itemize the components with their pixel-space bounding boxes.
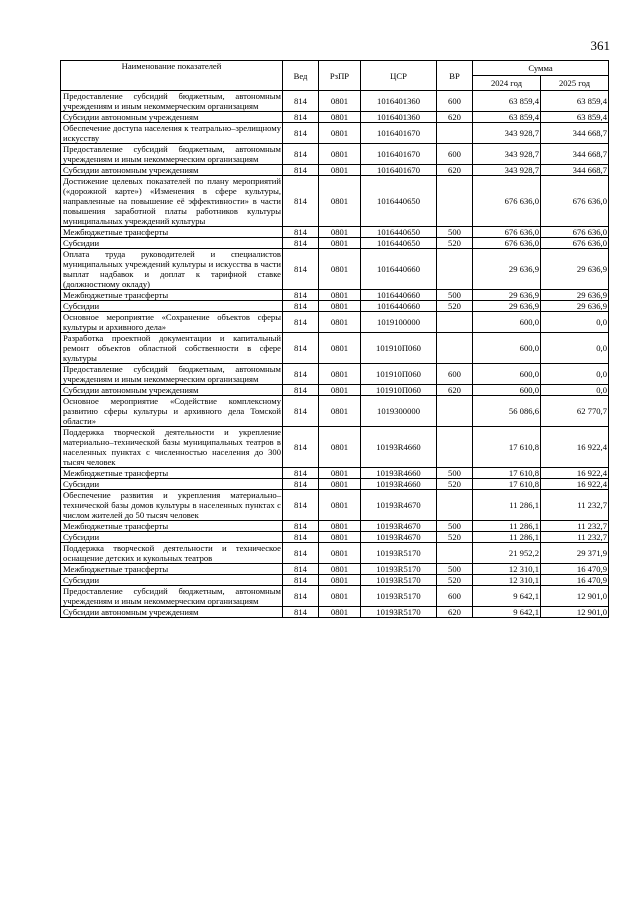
- row-csr-cell: 10193R4670: [361, 490, 437, 521]
- row-vr-cell: 500: [437, 227, 473, 238]
- row-2025-cell: 29 636,9: [541, 301, 609, 312]
- row-name-cell: Межбюджетные трансферты: [61, 468, 283, 479]
- row-ved-cell: 814: [283, 385, 319, 396]
- row-2025-cell: 344 668,7: [541, 144, 609, 165]
- row-2025-cell: 29 636,9: [541, 249, 609, 290]
- row-ved-cell: 814: [283, 91, 319, 112]
- row-vr-cell: 600: [437, 144, 473, 165]
- row-rzpr-cell: 0801: [319, 312, 361, 333]
- row-2025-cell: 62 770,7: [541, 396, 609, 427]
- table-row: [61, 521, 609, 532]
- row-rzpr-cell: 0801: [319, 249, 361, 290]
- row-ved-cell: 814: [283, 112, 319, 123]
- row-vr-cell: [437, 312, 473, 333]
- row-rzpr-cell: 0801: [319, 564, 361, 575]
- table-row: [61, 564, 609, 575]
- row-2024-cell: 17 610,8: [473, 479, 541, 490]
- table-row: [61, 586, 609, 607]
- row-2024-cell: 343 928,7: [473, 165, 541, 176]
- row-ved-cell: 814: [283, 575, 319, 586]
- table-row: [61, 176, 609, 227]
- row-2025-cell: 63 859,4: [541, 112, 609, 123]
- row-ved-cell: 814: [283, 427, 319, 468]
- row-2024-cell: 11 286,1: [473, 521, 541, 532]
- row-vr-cell: [437, 333, 473, 364]
- row-vr-cell: [437, 490, 473, 521]
- table-row: [61, 607, 609, 618]
- row-csr-cell: 10193R4660: [361, 468, 437, 479]
- row-name-cell: Субсидии автономным учреждениям: [61, 112, 283, 123]
- table-row: [61, 479, 609, 490]
- row-vr-cell: 520: [437, 301, 473, 312]
- row-2024-cell: 676 636,0: [473, 176, 541, 227]
- table-row: [61, 112, 609, 123]
- row-csr-cell: 10193R4670: [361, 532, 437, 543]
- row-rzpr-cell: 0801: [319, 238, 361, 249]
- row-vr-cell: 520: [437, 238, 473, 249]
- row-2025-cell: 0,0: [541, 333, 609, 364]
- table-row: [61, 543, 609, 564]
- row-vr-cell: 500: [437, 521, 473, 532]
- row-rzpr-cell: 0801: [319, 385, 361, 396]
- table-row: [61, 575, 609, 586]
- row-name-cell: Предоставление субсидий бюджетным, автономным учреждениям и иным некоммерческим организациям: [61, 364, 283, 385]
- col-header-vr: ВР: [437, 61, 473, 91]
- row-csr-cell: 10193R5170: [361, 543, 437, 564]
- row-2024-cell: 21 952,2: [473, 543, 541, 564]
- row-2024-cell: 17 610,8: [473, 468, 541, 479]
- row-csr-cell: 1016440650: [361, 227, 437, 238]
- row-vr-cell: 500: [437, 564, 473, 575]
- row-vr-cell: 520: [437, 479, 473, 490]
- row-2024-cell: 29 636,9: [473, 290, 541, 301]
- row-name-cell: Субсидии: [61, 301, 283, 312]
- row-ved-cell: 814: [283, 176, 319, 227]
- row-2025-cell: 676 636,0: [541, 176, 609, 227]
- col-header-rzpr: РзПР: [319, 61, 361, 91]
- row-2024-cell: 63 859,4: [473, 91, 541, 112]
- row-2025-cell: 344 668,7: [541, 165, 609, 176]
- row-ved-cell: 814: [283, 333, 319, 364]
- page-number: 361: [590, 38, 610, 53]
- row-vr-cell: [437, 427, 473, 468]
- row-rzpr-cell: 0801: [319, 91, 361, 112]
- row-name-cell: Обеспечение доступа населения к театрально–зрелищному искусству: [61, 123, 283, 144]
- row-2025-cell: 11 232,7: [541, 521, 609, 532]
- col-header-2025: 2025 год: [541, 76, 609, 91]
- row-name-cell: Субсидии автономным учреждениям: [61, 165, 283, 176]
- row-2025-cell: 11 232,7: [541, 490, 609, 521]
- row-vr-cell: 620: [437, 607, 473, 618]
- row-name-cell: Межбюджетные трансферты: [61, 227, 283, 238]
- row-2025-cell: 63 859,4: [541, 91, 609, 112]
- row-vr-cell: [437, 396, 473, 427]
- row-2025-cell: 16 922,4: [541, 479, 609, 490]
- row-name-cell: Субсидии: [61, 238, 283, 249]
- row-rzpr-cell: 0801: [319, 543, 361, 564]
- row-rzpr-cell: 0801: [319, 333, 361, 364]
- row-rzpr-cell: 0801: [319, 144, 361, 165]
- row-rzpr-cell: 0801: [319, 227, 361, 238]
- row-ved-cell: 814: [283, 564, 319, 575]
- table-row: [61, 385, 609, 396]
- row-csr-cell: 10193R5170: [361, 575, 437, 586]
- col-header-ved: Вед: [283, 61, 319, 91]
- row-csr-cell: 10193R4660: [361, 479, 437, 490]
- row-2024-cell: 11 286,1: [473, 490, 541, 521]
- row-2025-cell: 344 668,7: [541, 123, 609, 144]
- row-ved-cell: 814: [283, 364, 319, 385]
- row-2024-cell: 600,0: [473, 312, 541, 333]
- row-csr-cell: 1019100000: [361, 312, 437, 333]
- row-ved-cell: 814: [283, 607, 319, 618]
- row-name-cell: Межбюджетные трансферты: [61, 521, 283, 532]
- row-rzpr-cell: 0801: [319, 607, 361, 618]
- row-2025-cell: 16 470,9: [541, 575, 609, 586]
- row-vr-cell: 620: [437, 112, 473, 123]
- row-2025-cell: 16 922,4: [541, 427, 609, 468]
- row-name-cell: Основное мероприятие «Содействие комплексному развитию сферы культуры и архивного дела Томской области»: [61, 396, 283, 427]
- row-csr-cell: 1016440660: [361, 301, 437, 312]
- table-row: [61, 301, 609, 312]
- row-rzpr-cell: 0801: [319, 176, 361, 227]
- row-rzpr-cell: 0801: [319, 479, 361, 490]
- row-name-cell: Межбюджетные трансферты: [61, 564, 283, 575]
- row-rzpr-cell: 0801: [319, 532, 361, 543]
- row-csr-cell: 1016401670: [361, 144, 437, 165]
- header-row: [61, 61, 609, 76]
- row-name-cell: Поддержка творческой деятельности и укрепление материально–технической базы муниципальных театров в населенных пунктах с численностью населения до 300 тысяч человек: [61, 427, 283, 468]
- table-row: [61, 468, 609, 479]
- row-2024-cell: 29 636,9: [473, 301, 541, 312]
- row-csr-cell: 10193R5170: [361, 564, 437, 575]
- row-csr-cell: 10193R4660: [361, 427, 437, 468]
- row-rzpr-cell: 0801: [319, 575, 361, 586]
- row-ved-cell: 814: [283, 249, 319, 290]
- row-csr-cell: 10193R5170: [361, 607, 437, 618]
- row-ved-cell: 814: [283, 312, 319, 333]
- row-ved-cell: 814: [283, 396, 319, 427]
- row-2024-cell: 17 610,8: [473, 427, 541, 468]
- row-2024-cell: 600,0: [473, 333, 541, 364]
- row-2025-cell: 676 636,0: [541, 238, 609, 249]
- row-2024-cell: 343 928,7: [473, 123, 541, 144]
- row-rzpr-cell: 0801: [319, 123, 361, 144]
- row-2025-cell: 29 636,9: [541, 290, 609, 301]
- row-csr-cell: 1016401360: [361, 91, 437, 112]
- row-csr-cell: 101910П060: [361, 333, 437, 364]
- row-name-cell: Предоставление субсидий бюджетным, автономным учреждениям и иным некоммерческим организациям: [61, 586, 283, 607]
- table-row: [61, 333, 609, 364]
- row-ved-cell: 814: [283, 532, 319, 543]
- row-name-cell: Субсидии: [61, 479, 283, 490]
- row-2025-cell: 0,0: [541, 364, 609, 385]
- row-name-cell: Предоставление субсидий бюджетным, автономным учреждениям и иным некоммерческим организациям: [61, 91, 283, 112]
- row-rzpr-cell: 0801: [319, 301, 361, 312]
- table-row: [61, 91, 609, 112]
- table-row: [61, 165, 609, 176]
- row-vr-cell: 620: [437, 165, 473, 176]
- row-name-cell: Предоставление субсидий бюджетным, автономным учреждениям и иным некоммерческим организациям: [61, 144, 283, 165]
- row-vr-cell: 520: [437, 532, 473, 543]
- row-name-cell: Поддержка творческой деятельности и техническое оснащение детских и кукольных театров: [61, 543, 283, 564]
- row-rzpr-cell: 0801: [319, 521, 361, 532]
- row-csr-cell: 1016401670: [361, 165, 437, 176]
- row-csr-cell: 1016401360: [361, 112, 437, 123]
- row-rzpr-cell: 0801: [319, 364, 361, 385]
- row-name-cell: Субсидии: [61, 575, 283, 586]
- row-ved-cell: 814: [283, 227, 319, 238]
- table-row: [61, 290, 609, 301]
- row-ved-cell: 814: [283, 586, 319, 607]
- row-2025-cell: 0,0: [541, 312, 609, 333]
- row-name-cell: Достижение целевых показателей по плану мероприятий («дорожной карте») «Изменения в сфере культуры, направленные на повышение её эффективности» в части повышения заработной платы работников культуры муниципальных учреждений культуры: [61, 176, 283, 227]
- row-ved-cell: 814: [283, 290, 319, 301]
- row-ved-cell: 814: [283, 301, 319, 312]
- row-name-cell: Субсидии: [61, 532, 283, 543]
- row-2024-cell: 11 286,1: [473, 532, 541, 543]
- row-rzpr-cell: 0801: [319, 396, 361, 427]
- row-ved-cell: 814: [283, 144, 319, 165]
- row-rzpr-cell: 0801: [319, 112, 361, 123]
- row-name-cell: Разработка проектной документации и капитальный ремонт объектов областной собственности в сфере культуры: [61, 333, 283, 364]
- row-ved-cell: 814: [283, 468, 319, 479]
- row-2024-cell: 343 928,7: [473, 144, 541, 165]
- row-vr-cell: 600: [437, 91, 473, 112]
- row-2025-cell: 29 371,9: [541, 543, 609, 564]
- row-csr-cell: 1016401670: [361, 123, 437, 144]
- row-csr-cell: 101910П060: [361, 385, 437, 396]
- table-row: [61, 490, 609, 521]
- row-2024-cell: 600,0: [473, 385, 541, 396]
- table-row: [61, 312, 609, 333]
- row-vr-cell: 600: [437, 586, 473, 607]
- col-header-2024: 2024 год: [473, 76, 541, 91]
- table-row: [61, 532, 609, 543]
- table-row: [61, 427, 609, 468]
- row-2024-cell: 9 642,1: [473, 607, 541, 618]
- row-2024-cell: 600,0: [473, 364, 541, 385]
- row-ved-cell: 814: [283, 543, 319, 564]
- row-rzpr-cell: 0801: [319, 586, 361, 607]
- row-2025-cell: 676 636,0: [541, 227, 609, 238]
- row-rzpr-cell: 0801: [319, 290, 361, 301]
- row-csr-cell: 1016440650: [361, 238, 437, 249]
- row-vr-cell: 620: [437, 385, 473, 396]
- row-name-cell: Обеспечение развития и укрепления материально–технической базы домов культуры в населенных пунктах с числом жителей до 50 тысяч человек: [61, 490, 283, 521]
- row-csr-cell: 1019300000: [361, 396, 437, 427]
- row-2024-cell: 29 636,9: [473, 249, 541, 290]
- row-ved-cell: 814: [283, 238, 319, 249]
- row-rzpr-cell: 0801: [319, 427, 361, 468]
- row-name-cell: Оплата труда руководителей и специалистов муниципальных учреждений культуры и искусства в части выплат надбавок и доплат к тарифной ставке (должностному окладу): [61, 249, 283, 290]
- row-vr-cell: 520: [437, 575, 473, 586]
- row-csr-cell: 1016440660: [361, 290, 437, 301]
- row-2024-cell: 63 859,4: [473, 112, 541, 123]
- row-vr-cell: 500: [437, 290, 473, 301]
- row-vr-cell: [437, 176, 473, 227]
- row-name-cell: Субсидии автономным учреждениям: [61, 385, 283, 396]
- row-csr-cell: 10193R4670: [361, 521, 437, 532]
- row-csr-cell: 10193R5170: [361, 586, 437, 607]
- col-header-sum: Сумма: [473, 61, 609, 76]
- row-name-cell: Субсидии автономным учреждениям: [61, 607, 283, 618]
- col-header-csr: ЦСР: [361, 61, 437, 91]
- row-name-cell: Основное мероприятие «Сохранение объектов сферы культуры и архивного дела»: [61, 312, 283, 333]
- row-2025-cell: 11 232,7: [541, 532, 609, 543]
- table-row: [61, 364, 609, 385]
- table-row: [61, 227, 609, 238]
- row-vr-cell: [437, 123, 473, 144]
- table-body: [61, 91, 609, 618]
- row-2025-cell: 16 470,9: [541, 564, 609, 575]
- row-2024-cell: 9 642,1: [473, 586, 541, 607]
- row-2024-cell: 676 636,0: [473, 227, 541, 238]
- row-vr-cell: 500: [437, 468, 473, 479]
- row-rzpr-cell: 0801: [319, 165, 361, 176]
- table-row: [61, 123, 609, 144]
- row-ved-cell: 814: [283, 490, 319, 521]
- row-name-cell: Межбюджетные трансферты: [61, 290, 283, 301]
- row-csr-cell: 1016440660: [361, 249, 437, 290]
- row-2024-cell: 56 086,6: [473, 396, 541, 427]
- col-header-name: Наименование показателей: [61, 61, 283, 91]
- table-row: [61, 396, 609, 427]
- row-ved-cell: 814: [283, 165, 319, 176]
- row-ved-cell: 814: [283, 521, 319, 532]
- row-2025-cell: 0,0: [541, 385, 609, 396]
- table-row: [61, 249, 609, 290]
- row-vr-cell: [437, 543, 473, 564]
- row-2024-cell: 676 636,0: [473, 238, 541, 249]
- row-vr-cell: 600: [437, 364, 473, 385]
- row-2025-cell: 16 922,4: [541, 468, 609, 479]
- table-row: [61, 238, 609, 249]
- table-row: [61, 144, 609, 165]
- row-rzpr-cell: 0801: [319, 468, 361, 479]
- row-csr-cell: 101910П060: [361, 364, 437, 385]
- row-ved-cell: 814: [283, 479, 319, 490]
- row-csr-cell: 1016440650: [361, 176, 437, 227]
- row-vr-cell: [437, 249, 473, 290]
- row-ved-cell: 814: [283, 123, 319, 144]
- row-2025-cell: 12 901,0: [541, 586, 609, 607]
- budget-table: [60, 60, 609, 618]
- row-2024-cell: 12 310,1: [473, 564, 541, 575]
- row-rzpr-cell: 0801: [319, 490, 361, 521]
- row-2025-cell: 12 901,0: [541, 607, 609, 618]
- row-2024-cell: 12 310,1: [473, 575, 541, 586]
